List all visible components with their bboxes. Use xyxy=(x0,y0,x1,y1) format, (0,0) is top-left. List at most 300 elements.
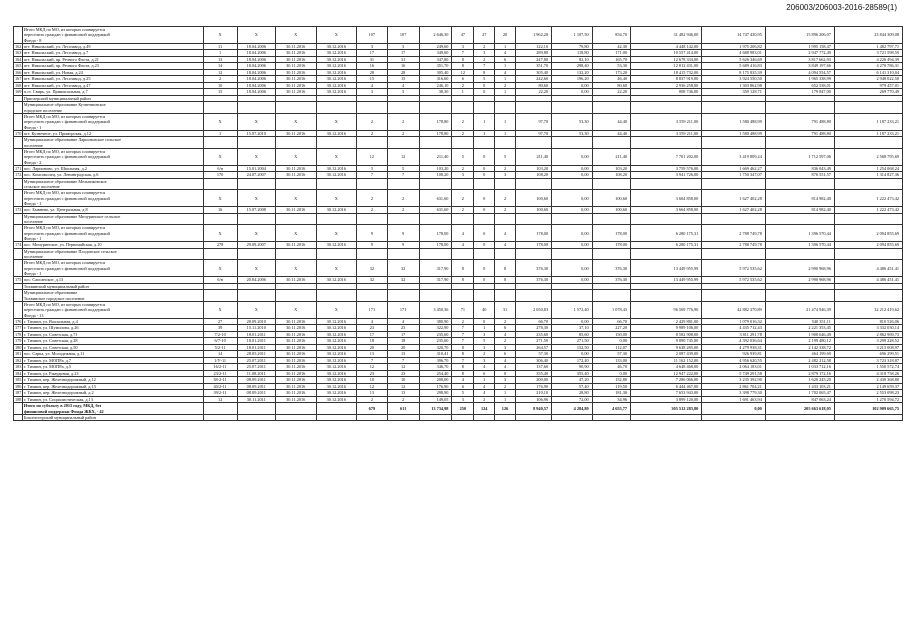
row-number-cell xyxy=(14,260,23,277)
value-cell: 31 xyxy=(387,56,419,63)
value-cell: 9 xyxy=(387,225,419,242)
value-cell: 30.11.2016 xyxy=(275,76,316,83)
value-cell: 4 655,77 xyxy=(592,403,630,415)
value-cell xyxy=(419,290,452,302)
value-cell: 808 746,00 xyxy=(631,89,702,96)
value-cell: 30.11.2016 xyxy=(275,383,316,390)
value-cell: 122,10 xyxy=(515,43,551,50)
value-cell xyxy=(387,248,419,260)
value-cell: 17 xyxy=(387,50,419,57)
value-cell: 103,20 xyxy=(515,165,551,172)
cell-text-line: г. Тихвин, ул. Советская, д.71 xyxy=(23,331,78,337)
value-cell: 254,40 xyxy=(419,370,452,377)
value-cell: 4 xyxy=(495,69,516,76)
value-cell: 30.11.2016 xyxy=(275,344,316,351)
cell-text-line: Итого МКД по МО, из которых планируется xyxy=(23,190,106,196)
value-cell xyxy=(357,178,388,190)
value-cell: 0,00 xyxy=(552,82,593,89)
value-cell: 2 xyxy=(495,383,516,390)
value-cell: 28.09.2010 xyxy=(237,318,275,325)
value-cell: 42 882 370,89 xyxy=(702,301,766,318)
value-cell: 6 141 310,04 xyxy=(834,69,902,76)
value-cell: X xyxy=(237,148,275,165)
value-cell: 0 xyxy=(474,190,495,207)
value-cell: 18.01.2011 xyxy=(237,344,275,351)
value-cell: 250 xyxy=(452,403,474,415)
address-cell xyxy=(22,113,203,130)
value-cell: 23 844 309,08 xyxy=(834,27,902,44)
value-cell: 1 xyxy=(495,43,516,50)
row-number-cell xyxy=(14,290,23,302)
value-cell: 1 580 488,99 xyxy=(702,130,766,137)
value-cell: X xyxy=(275,190,316,207)
value-cell: 85,60 xyxy=(552,331,593,338)
value-cell xyxy=(452,290,474,302)
section-header-row xyxy=(14,178,903,190)
value-cell: 211,40 xyxy=(592,148,630,165)
value-cell: 7 xyxy=(387,357,419,364)
value-cell: 1 712 597,06 xyxy=(765,148,834,165)
section-title-cell xyxy=(22,137,203,149)
address-cell xyxy=(22,27,203,44)
value-cell: 0,00 xyxy=(552,318,593,325)
value-cell: 2 xyxy=(452,113,474,130)
cell-text-line: Муниципальное образование xyxy=(23,290,78,296)
row-number-cell: 169 xyxy=(15,89,22,95)
value-cell xyxy=(275,248,316,260)
value-cell: 17 xyxy=(357,50,388,57)
value-cell xyxy=(474,178,495,190)
value-cell: 13 xyxy=(387,390,419,397)
value-cell: 2 149 659,37 xyxy=(834,383,902,390)
value-cell: 2 221 353,45 xyxy=(765,325,834,332)
section-header-row xyxy=(14,414,903,421)
value-cell: 1 078,43 xyxy=(592,301,630,318)
value-cell: 1 xyxy=(203,50,237,57)
subtotal-row xyxy=(14,301,903,318)
value-cell: 0 xyxy=(474,82,495,89)
value-cell: 18 415 732,00 xyxy=(631,69,702,76)
value-cell: 1 222 473,42 xyxy=(834,190,902,207)
value-cell: 2 xyxy=(357,130,388,137)
value-cell: 13 xyxy=(387,351,419,358)
cell-text-line: переселить граждан с финансовой поддержкой xyxy=(23,154,110,160)
value-cell: 8 xyxy=(452,277,474,284)
value-cell: 13 449 955,99 xyxy=(631,277,702,284)
value-cell: 0,00 xyxy=(592,338,630,345)
value-cell: 100,60 xyxy=(592,190,630,207)
value-cell: 0 xyxy=(474,148,495,165)
value-cell: 847 063,24 xyxy=(765,396,834,403)
cell-text-line: г. Тихвин, ул. Ржаудиная, д.23 xyxy=(23,370,79,376)
value-cell: 235,60 xyxy=(419,338,452,345)
value-cell: 12 xyxy=(387,383,419,390)
value-cell: 979 457,01 xyxy=(834,82,902,89)
value-cell: 1 702 065,47 xyxy=(765,390,834,397)
value-cell: 196,20 xyxy=(552,76,593,83)
value-cell: 305,40 xyxy=(419,69,452,76)
value-cell: 171 xyxy=(357,301,388,318)
value-cell: 2 482 212,58 xyxy=(765,357,834,364)
value-cell: 30.12.2016 xyxy=(316,383,357,390)
cell-text-line: Итого МКД по МО, из которых планируется xyxy=(23,113,106,119)
cell-text-line: г. Тихвин, ул. Советская, д.50 xyxy=(23,344,78,350)
value-cell: 2 xyxy=(452,82,474,89)
subtotal-row xyxy=(14,148,903,165)
value-cell: 149,05 xyxy=(419,396,452,403)
value-cell: 200,00 xyxy=(515,377,551,384)
value-cell xyxy=(834,414,902,421)
value-cell: 631,60 xyxy=(419,190,452,207)
address-cell xyxy=(22,148,203,165)
value-cell: 3 xyxy=(452,172,474,179)
value-cell: 0 xyxy=(474,172,495,179)
value-cell: 38-2-11 xyxy=(203,377,237,384)
row-number-cell: 178 xyxy=(15,331,22,337)
value-cell xyxy=(474,137,495,149)
value-cell: 0,00 xyxy=(552,260,593,277)
value-cell: 2 xyxy=(387,113,419,130)
cell-text-line: поселение xyxy=(23,254,43,260)
value-cell: 5 xyxy=(474,338,495,345)
value-cell: 30.11.2016 xyxy=(275,325,316,332)
value-cell: 351,70 xyxy=(515,63,551,70)
value-cell xyxy=(631,248,702,260)
value-cell: 11 162 152,00 xyxy=(631,357,702,364)
cell-text-line: Итого МКД по МО, из которых планируется xyxy=(23,301,106,307)
value-cell: 30.12.2016 xyxy=(316,344,357,351)
cell-text-line: переселить граждан с финансовой поддержкой xyxy=(23,195,110,201)
value-cell: X xyxy=(275,113,316,130)
value-cell: 0 xyxy=(474,89,495,96)
value-cell: 150,00 xyxy=(592,331,630,338)
value-cell: 30.12.2016 xyxy=(316,89,357,96)
value-cell: 0,00 xyxy=(552,242,593,249)
value-cell: б/н xyxy=(203,277,237,284)
section-title-cell xyxy=(22,178,203,190)
subtotal-row xyxy=(14,27,903,44)
value-cell: 132,20 xyxy=(552,69,593,76)
value-cell: 2 788 749,78 xyxy=(702,225,766,242)
value-cell: 246,10 xyxy=(419,82,452,89)
value-cell: 08.09.2011 xyxy=(237,390,275,397)
value-cell xyxy=(474,213,495,225)
value-cell: 2 xyxy=(357,113,388,130)
value-cell: 22,20 xyxy=(592,89,630,96)
cell-text-line: Итого МКД по МО, из которых планируется xyxy=(23,27,106,32)
document-id: 206003/206003-2016-28589(1) xyxy=(786,3,897,12)
row-number-cell: 170 xyxy=(15,130,22,136)
value-cell: 53,30 xyxy=(552,130,593,137)
value-cell: 8 837 919,00 xyxy=(631,76,702,83)
resettlement-table-sheet xyxy=(13,26,903,421)
value-cell: 8 xyxy=(495,260,516,277)
value-cell: 814 982,40 xyxy=(765,190,834,207)
value-cell xyxy=(419,248,452,260)
value-cell: 3 559 211,00 xyxy=(631,113,702,130)
value-cell: 4 xyxy=(474,383,495,390)
value-cell: 0,00 xyxy=(552,207,593,214)
value-cell: 32 xyxy=(387,260,419,277)
value-cell: 30.12.2016 xyxy=(316,364,357,371)
value-cell: 53,30 xyxy=(552,113,593,130)
value-cell xyxy=(552,137,593,149)
value-cell: 30.11.2011 xyxy=(237,396,275,403)
cell-text-line: г. Тихвин, ул. МОПРа, д.7 xyxy=(23,357,72,363)
value-cell: 10 xyxy=(203,82,237,89)
value-cell: 11 xyxy=(203,43,237,50)
cell-text-line: г. Тихвин, пер. Железнодорожный, д.13 xyxy=(23,383,96,389)
value-cell xyxy=(237,403,275,415)
cell-text-line: пгт. Никольский, пр. Речного Флота, д.23 xyxy=(23,63,99,69)
value-cell: 30.11.2016 xyxy=(275,89,316,96)
row-number-cell xyxy=(14,301,23,318)
value-cell: 791 488,80 xyxy=(765,130,834,137)
value-cell: 2 879 172,16 xyxy=(765,370,834,377)
value-cell: 1 550 572,74 xyxy=(834,364,902,371)
value-cell: 15 896 206,07 xyxy=(765,27,834,44)
value-cell: 2 094 855,69 xyxy=(834,225,902,242)
row-number-cell: 183 xyxy=(15,364,22,370)
value-cell: 3 xyxy=(452,43,474,50)
value-cell xyxy=(702,414,766,421)
value-cell: 2 788 749,78 xyxy=(702,242,766,249)
value-cell xyxy=(237,414,275,421)
value-cell: 242,60 xyxy=(515,76,551,83)
value-cell: 3 xyxy=(452,396,474,403)
value-cell: 652 538,01 xyxy=(765,82,834,89)
value-cell: 37,10 xyxy=(552,325,593,332)
value-cell: 3 xyxy=(357,43,388,50)
value-cell: 8 xyxy=(452,63,474,70)
value-cell: 82,10 xyxy=(552,56,593,63)
cell-text-line: п.ст. Свирь, ул. Привокзальная, д.7 xyxy=(23,89,88,95)
value-cell: 57,40 xyxy=(552,383,593,390)
value-cell: 1 303 862,98 xyxy=(702,82,766,89)
cell-text-line: переселить граждан с финансовой поддержкой xyxy=(23,32,110,38)
value-cell: 30.12.2016 xyxy=(316,172,357,179)
value-cell: 30.11.2016 xyxy=(275,165,316,172)
value-cell xyxy=(552,414,593,421)
value-cell: 14 xyxy=(203,63,237,70)
value-cell: 178,80 xyxy=(419,130,452,137)
value-cell: 814 982,40 xyxy=(765,207,834,214)
value-cell: 16/2-11 xyxy=(203,364,237,371)
value-cell xyxy=(474,414,495,421)
value-cell: 30.11.2016 xyxy=(275,130,316,137)
value-cell: 172,40 xyxy=(552,357,593,364)
value-cell xyxy=(474,290,495,302)
value-cell: б/н xyxy=(203,165,237,172)
value-cell xyxy=(237,178,275,190)
value-cell: X xyxy=(237,301,275,318)
value-cell: 30.11.2016 xyxy=(275,242,316,249)
value-cell: 16 xyxy=(203,207,237,214)
value-cell: 10 xyxy=(357,377,388,384)
value-cell: 1 xyxy=(495,390,516,397)
value-cell: 611 xyxy=(387,403,419,415)
value-cell: 178,00 xyxy=(515,242,551,249)
value-cell: 30.12.2016 xyxy=(316,50,357,57)
value-cell: 211,40 xyxy=(419,148,452,165)
value-cell: 5 xyxy=(387,165,419,172)
value-cell: 53,30 xyxy=(592,63,630,70)
value-cell: 322,90 xyxy=(419,325,452,332)
value-cell: 30.12.2016 xyxy=(316,56,357,63)
row-number-cell: 179 xyxy=(15,338,22,344)
value-cell: 1 482 797,71 xyxy=(834,43,902,50)
row-number-cell xyxy=(14,190,23,207)
value-cell xyxy=(275,403,316,415)
value-cell xyxy=(515,248,551,260)
value-cell: 8 xyxy=(452,351,474,358)
cell-text-line: пгт. Никольский, ул. Новая, д.24 xyxy=(23,69,83,75)
cell-text-line: Тихвинский муниципальный район xyxy=(23,283,89,289)
value-cell: 2 xyxy=(452,165,474,172)
value-cell: 108,20 xyxy=(592,172,630,179)
row-number-cell: 175 xyxy=(15,277,22,283)
value-cell: 100,60 xyxy=(515,190,551,207)
section-title-cell xyxy=(22,213,203,225)
value-cell: 271,50 xyxy=(552,338,593,345)
value-cell: 2 xyxy=(357,207,388,214)
value-cell xyxy=(702,102,766,114)
value-cell: 6 xyxy=(452,76,474,83)
value-cell: 7 xyxy=(357,172,388,179)
value-cell: 4 xyxy=(452,242,474,249)
value-cell: 2 990 968,96 xyxy=(765,277,834,284)
value-cell: 2 xyxy=(387,130,419,137)
value-cell: 3 849 197,66 xyxy=(765,63,834,70)
cell-text-line: г. Тихвин, ул. Советская, д.28 xyxy=(23,338,78,344)
value-cell: 30.11.2016 xyxy=(275,331,316,338)
value-cell xyxy=(631,213,702,225)
section-title-cell xyxy=(22,414,203,421)
value-cell: 355,40 xyxy=(552,370,593,377)
value-cell xyxy=(552,178,593,190)
value-cell: 3 899 120,00 xyxy=(631,396,702,403)
value-cell xyxy=(275,213,316,225)
value-cell: 4 094 554,57 xyxy=(765,69,834,76)
value-cell: 4 318 758,26 xyxy=(834,370,902,377)
value-cell: 100,60 xyxy=(515,207,551,214)
value-cell xyxy=(474,248,495,260)
value-cell: X xyxy=(203,148,237,165)
table-body xyxy=(14,27,903,421)
value-cell: 211,40 xyxy=(515,148,551,165)
value-cell: 0 xyxy=(474,318,495,325)
value-cell: 305 512 283,80 xyxy=(631,403,702,415)
value-cell: 30.11.2016 xyxy=(275,370,316,377)
value-cell: 1 xyxy=(452,89,474,96)
value-cell: 4 xyxy=(387,82,419,89)
value-cell: 30.12.2016 xyxy=(316,69,357,76)
value-cell: 178,80 xyxy=(419,113,452,130)
cell-text-line: г. Тихвин, ул. Социалистическая, д.13 xyxy=(23,396,93,402)
value-cell: 20.04.2006 xyxy=(237,277,275,284)
value-cell: 298,40 xyxy=(552,63,593,70)
value-cell: 6 280 175,31 xyxy=(631,242,702,249)
value-cell xyxy=(552,248,593,260)
row-number-cell: 171 xyxy=(15,165,22,171)
cell-text-line: Приозерский муниципальный район xyxy=(23,95,91,101)
value-cell: 38,30 xyxy=(419,89,452,96)
value-cell: 3 xyxy=(474,331,495,338)
value-cell: 854,70 xyxy=(592,27,630,44)
value-cell: 376,30 xyxy=(592,260,630,277)
value-cell xyxy=(495,137,516,149)
value-cell xyxy=(203,248,237,260)
value-cell: 3 450,36 xyxy=(419,301,452,318)
row-number-cell: 172 xyxy=(15,172,22,178)
value-cell: 14 747 430,95 xyxy=(702,27,766,44)
value-cell xyxy=(275,102,316,114)
value-cell xyxy=(237,213,275,225)
cell-text-line: Фонда - 1 xyxy=(23,124,42,130)
row-number-cell: 180 xyxy=(15,344,22,350)
value-cell: 2 xyxy=(495,338,516,345)
value-cell: 25.07.2011 xyxy=(237,364,275,371)
value-cell xyxy=(452,102,474,114)
value-cell: 6/7-10 xyxy=(203,338,237,345)
cell-text-line: Фонда - 2 xyxy=(23,159,42,165)
value-cell xyxy=(203,414,237,421)
value-cell: 235,60 xyxy=(515,331,551,338)
value-cell xyxy=(237,102,275,114)
value-cell: 9 xyxy=(387,242,419,249)
row-number-cell: 185 xyxy=(15,377,22,383)
value-cell: 7 xyxy=(387,172,419,179)
value-cell: 2 xyxy=(495,318,516,325)
value-cell: 30.12.2016 xyxy=(316,130,357,137)
value-cell: 4 xyxy=(495,242,516,249)
value-cell: 306,40 xyxy=(515,357,551,364)
value-cell: 2 087 439,00 xyxy=(631,351,702,358)
cell-text-line: пгт. Никольский, ул. Лесозавод, д.47 xyxy=(23,82,91,88)
value-cell: 100,60 xyxy=(592,207,630,214)
value-cell: 30.12.2016 xyxy=(316,242,357,249)
value-cell: 1 xyxy=(474,325,495,332)
value-cell xyxy=(834,102,902,114)
value-cell: 2 064 183,01 xyxy=(702,364,766,371)
value-cell: 18.04.2006 xyxy=(237,82,275,89)
cell-text-line: Муниципальное образование Мичуринское сельское xyxy=(23,213,121,219)
value-cell: 5 xyxy=(495,148,516,165)
value-cell: 2 553 098,23 xyxy=(834,390,902,397)
value-cell: 2 xyxy=(387,207,419,214)
value-cell: 1 xyxy=(495,89,516,96)
value-cell: 23/2-11 xyxy=(203,370,237,377)
value-cell: 631,60 xyxy=(419,207,452,214)
value-cell: 305,40 xyxy=(515,69,551,76)
value-cell: 32 xyxy=(357,260,388,277)
row-number-cell: 164 xyxy=(15,56,22,62)
value-cell: 18 xyxy=(357,338,388,345)
value-cell: 18.01.2011 xyxy=(237,331,275,338)
value-cell xyxy=(419,102,452,114)
value-cell: 30.12.2016 xyxy=(316,325,357,332)
value-cell xyxy=(495,248,516,260)
value-cell: 0,00 xyxy=(552,148,593,165)
value-cell xyxy=(387,290,419,302)
value-cell: 22,20 xyxy=(515,89,551,96)
value-cell: 12 xyxy=(203,396,237,403)
value-cell xyxy=(631,290,702,302)
value-cell: 0 xyxy=(474,225,495,242)
value-cell xyxy=(316,414,357,421)
value-cell xyxy=(237,290,275,302)
value-cell: 1 396 570,44 xyxy=(765,225,834,242)
